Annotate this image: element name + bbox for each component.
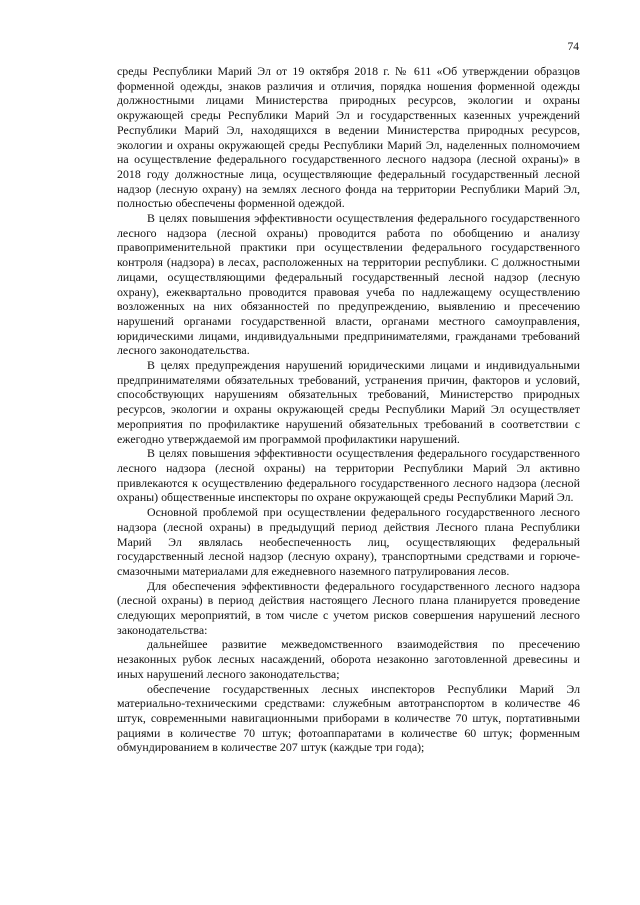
- paragraph: В целях повышения эффективности осуществления федерального государственного лесного надзора (лесной охраны) проводится работа по обобщению и анализу правоприменительной практики при осуществлении федерального государственного контроля (надзора) в лесах, расположенных на территории республики. С должностными лицами, осуществляющими федеральный государственный лесной надзор (лесную охрану), ежеквартально проводится правовая учеба по надлежащему осуществлению возложенных на них обязанностей по предупреждению, выявлению и пресечению нарушений органами государственной власти, органами местного самоуправления, юридическими лицами, индивидуальными предпринимателями, гражданами требований лесного законодательства.: [117, 211, 580, 358]
- paragraph: В целях повышения эффективности осуществления федерального государственного лесного надзора (лесной охраны) на территории Республики Марий Эл активно привлекаются к осуществлению федерального государственного лесного надзора (лесной охраны) общественные инспекторы по охране окружающей среды Республики Марий Эл.: [117, 446, 580, 505]
- paragraph: Основной проблемой при осуществлении федерального государственного лесного надзора (лесной охраны) в предыдущий период действия Лесного плана Республики Марий Эл являлась необеспеченность лиц, осуществляющих федеральный государственный лесной надзор (лесную охрану), транспортными средствами и горюче-смазочными материалами для ежедневного наземного патрулирования лесов.: [117, 505, 580, 578]
- page-number: 74: [567, 41, 579, 53]
- list-item-paragraph: дальнейшее развитие межведомственного взаимодействия по пресечению незаконных рубок лесных насаждений, оборота незаконно заготовленной древесины и иных нарушений лесного законодательства;: [117, 637, 580, 681]
- paragraph: В целях предупреждения нарушений юридическими лицами и индивидуальными предпринимателями обязательных требований, устранения причин, факторов и условий, способствующих нарушениям обязательных требований, Министерство природных ресурсов, экологии и охраны окружающей среды Республики Марий Эл осуществляет мероприятия по профилактике нарушений обязательных требований в соответствии с ежегодно утверждаемой им программой профилактики нарушений.: [117, 358, 580, 446]
- document-body: [117, 64, 580, 755]
- paragraph: Для обеспечения эффективности федерального государственного лесного надзора (лесной охраны) в период действия настоящего Лесного плана планируется проведение следующих мероприятий, в том числе с учетом рисков совершения нарушений лесного законодательства:: [117, 578, 580, 637]
- list-item-paragraph: обеспечение государственных лесных инспекторов Республики Марий Эл материально-техническими средствами: служебным автотранспортом в количестве 46 штук, современными навигационными приборами в количестве 70 штук, портативными рациями в количестве 70 штук; фотоаппаратами в количестве 60 штук; форменным обмундированием в количестве 207 штук (каждые три года);: [117, 681, 580, 755]
- paragraph-continuation: среды Республики Марий Эл от 19 октября 2018 г. № 611 «Об утверждении образцов форменной одежды, знаков различия и отличия, порядка ношения форменной одежды должностными лицами Министерства природных ресурсов, экологии и охраны окружающей среды Республики Марий Эл и государственных казенных учреждений Республики Марий Эл, находящихся в ведении Министерства природных ресурсов, экологии и охраны окружающей среды Республики Марий Эл, наделенных полномочием на осуществление федерального государственного лесного надзора (лесной охраны)» в 2018 году должностные лица, осуществляющие федеральный государственный лесной надзор (лесную охрану) на землях лесного фонда на территории Республики Марий Эл, полностью обеспечены форменной одеждой.: [117, 64, 580, 211]
